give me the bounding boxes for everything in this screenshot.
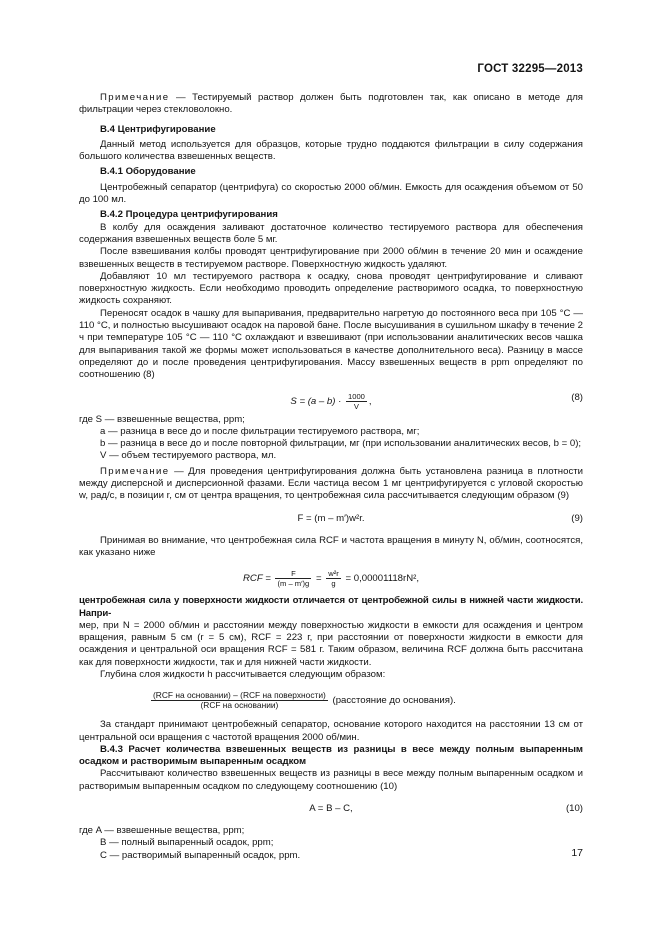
definition-v: V — объем тестируемого раствора, мл. bbox=[100, 450, 277, 462]
section-b42-para-2: После взвешивания колбы проводят центрифугирование при 2000 об/мин в течение 20 мин и осаждение взвешенных веществ в тестируемом растворе. Поверхностную жидкость удаляют. bbox=[79, 246, 583, 270]
equation-rcf-f1-numerator: F bbox=[275, 569, 311, 579]
definition-b-total: B — полный выпаренный осадок, ppm; bbox=[100, 837, 274, 849]
standard-header: ГОСТ 32295—2013 bbox=[477, 63, 583, 75]
section-b4-intro: Данный метод используется для образцов, которые трудно поддаются фильтрации в силу содержания большого количества взвешенных веществ. bbox=[79, 138, 583, 163]
equation-8-tail: , bbox=[368, 395, 372, 407]
definitions-10 bbox=[79, 825, 583, 862]
definition-a: a — разница в весе до и после фильтрации тестируемого раствора, мг; bbox=[100, 425, 420, 437]
equation-rcf-equals: = bbox=[315, 573, 322, 585]
note-text: — Для проведения центрифугирования должна быть установлена разница в плотности между дисперсной и дисперсионной фазами. Если частица весом 1 мг центрифугируется с угловой скоростью w, рад/с, в позиции r, см от центра вращения, то центробежная сила рассчитывается следующим образом (9) bbox=[79, 465, 583, 502]
equation-depth-denominator: (RCF на основании) bbox=[200, 700, 279, 711]
equation-8-number: (8) bbox=[571, 391, 583, 403]
equation-rcf-expr bbox=[79, 569, 583, 588]
section-b42-para-1: В колбу для осаждения заливают достаточное количество тестируемого раствора для обеспечения содержания взвешенных веществ боле 5 мг. bbox=[79, 221, 583, 245]
example-paragraph: мер, при N = 2000 об/мин и расстоянии между поверхностью жидкости в емкости для осаждения и центром вращения, равным 5 см (r = 5 см), RCF = 223 г, при расстоянии от поверхности жидкости в емкости для осаждения и центральной оси вращения RCF = 581 г. Таким образом, величина RCF должна быть рассчитана как для поверхности жидкости, так и для нижней части жидкости. bbox=[79, 619, 583, 668]
equation-rcf bbox=[79, 563, 583, 593]
section-b43-title: В.4.3 Расчет количества взвешенных веществ из разницы в весе между полным выпаренным осадком и растворимым выпаренным осадком bbox=[79, 743, 583, 768]
note-label: Примечание bbox=[100, 92, 170, 103]
section-b41-text: Центробежный сепаратор (центрифуга) со скоростью 2000 об/мин. Емкость для осаждения объемом от 50 до 100 мл. bbox=[79, 181, 583, 206]
equation-8-fraction bbox=[346, 392, 367, 411]
note-text: — Тестируемый раствор должен быть подготовлен так, как описано в методе для фильтрации через стекловолокно. bbox=[79, 92, 583, 116]
equation-10-expr: A = B – C, bbox=[309, 803, 353, 815]
note-1 bbox=[79, 92, 583, 117]
equation-rcf-fraction-2 bbox=[326, 569, 341, 588]
equation-depth bbox=[79, 685, 583, 717]
equation-rcf-f2-numerator: w²r bbox=[328, 569, 339, 579]
equation-rcf-fraction-1 bbox=[275, 569, 311, 588]
equation-8-denominator: V bbox=[353, 401, 359, 411]
definition-c-soluble: C — растворимый выпаренный осадок, ppm. bbox=[100, 849, 301, 861]
equation-rcf-lhs: RCF = bbox=[243, 573, 271, 585]
definitions-8 bbox=[79, 414, 583, 463]
section-b42-title: В.4.2 Процедура центрифугирования bbox=[100, 209, 278, 221]
section-b42-para-3: Добавляют 10 мл тестируемого раствора к осадку, снова проводят центрифугирование и сливают поверхностную жидкость. Если необходимо проводить определение растворимого осадка, то поверхностную жидкость сохраняют. bbox=[79, 270, 583, 307]
note-2 bbox=[79, 466, 583, 503]
page-number: 17 bbox=[571, 847, 583, 859]
equation-9 bbox=[79, 507, 583, 533]
equation-rcf-tail: = 0,00001118rN², bbox=[345, 573, 419, 585]
equation-rcf-f1-denominator: (m – m′)g bbox=[277, 579, 310, 589]
equation-depth-tail: (расстояние до основания). bbox=[332, 695, 456, 707]
equation-9-number: (9) bbox=[571, 512, 583, 524]
equation-10 bbox=[79, 797, 583, 823]
definition-b: b — разница в весе до и после повторной фильтрации, мг (при использовании аналитических весов, b = 0); bbox=[100, 438, 582, 450]
depth-paragraph: Глубина слоя жидкости h рассчитывается следующим образом: bbox=[100, 668, 386, 680]
equation-8-lhs: S = (a – b) · bbox=[290, 395, 342, 407]
rcf-paragraph: Принимая во внимание, что центробежная сила RCF и частота вращения в минуту N, об/мин, соотносятся, как указано ниже bbox=[79, 534, 583, 558]
definition-s: где S — взвешенные вещества, ppm; bbox=[79, 413, 245, 425]
equation-depth-expr bbox=[149, 691, 583, 710]
equation-8 bbox=[79, 386, 583, 412]
equation-8-numerator: 1000 bbox=[348, 391, 365, 401]
section-b42-para-4: Переносят осадок в чашку для выпаривания, предварительно нагретую до постоянного веса при 105 °С — 110 °С, и полностью высушивают осадок на паровой бане. После высушивания в сушильном шкафу в течение 2 ч при температуре 105 °С — 110 °С охлаждают и взвешивают (при использовании аналитических весов чашка для выпаривания такой же формы может использоваться в качестве дополнительного веса). Разницу в массе определяют до и после проведения центрифугирования. Массу взвешенных веществ в ppm определяют по соотношению (8) bbox=[79, 307, 583, 381]
equation-depth-fraction bbox=[151, 691, 328, 710]
equation-rcf-f2-denominator: g bbox=[331, 579, 336, 589]
note-label: Примечание bbox=[100, 465, 170, 477]
equation-9-expr: F = (m – m′)w²r. bbox=[297, 512, 365, 524]
standard-paragraph: За стандарт принимают центробежный сепаратор, основание которого находится на расстоянии 13 см от центральной оси вращения с частотой вращения 2000 об/мин. bbox=[79, 719, 583, 743]
equation-depth-numerator: (RCF на основании) – (RCF на поверхности) bbox=[153, 690, 326, 701]
section-b41-title: В.4.1 Оборудование bbox=[100, 166, 196, 178]
section-b43-text: Рассчитывают количество взвешенных веществ из разницы в весе между полным выпаренным осадком и растворимым выпаренным осадком по следующему соотношению (10) bbox=[79, 768, 583, 792]
page-content bbox=[79, 92, 583, 862]
equation-10-number: (10) bbox=[565, 803, 583, 815]
equation-8-expr bbox=[79, 392, 583, 411]
definition-a-total: где A — взвешенные вещества, ppm; bbox=[79, 825, 245, 837]
section-b4-title: В.4 Центрифугирование bbox=[100, 123, 216, 135]
bold-statement: центробежная сила у поверхности жидкости отличается от центробежной силы в нижней части жидкости. Напри- bbox=[79, 595, 583, 619]
